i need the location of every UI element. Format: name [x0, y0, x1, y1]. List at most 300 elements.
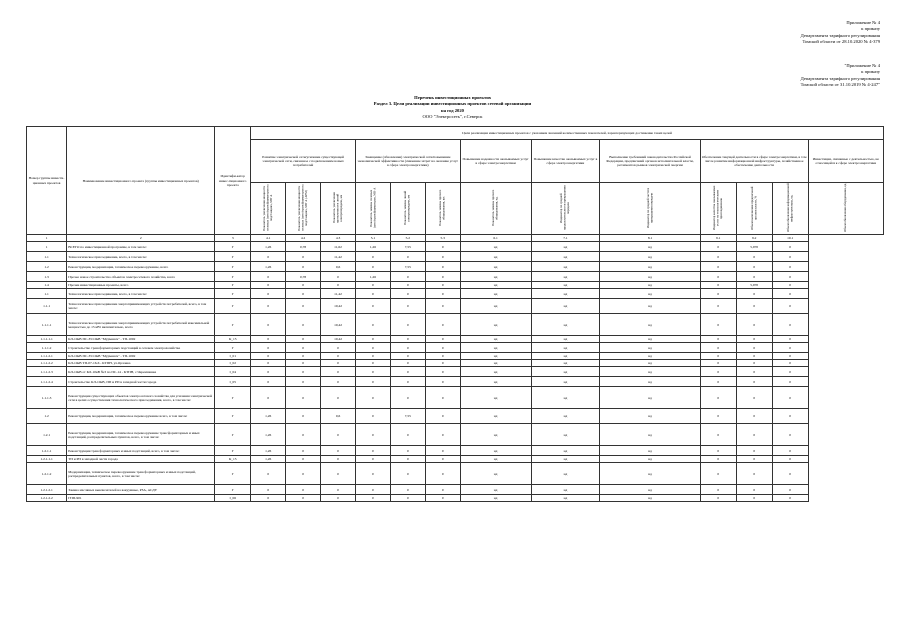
- row-value: 0: [736, 299, 772, 314]
- row-value: нд: [531, 360, 600, 367]
- row-value: 0: [772, 485, 808, 495]
- row-name: ГПП-901: [67, 495, 215, 502]
- header-line: Приложение № 4: [846, 20, 880, 25]
- indicator-label: Показатель увеличения мощности силовых (авто)трансформаторов на подстанциях, МВ·А: [262, 184, 273, 232]
- row-value: 0: [251, 377, 286, 387]
- row-value: 0: [355, 446, 390, 456]
- row-value: нд: [600, 446, 700, 456]
- row-value: 0: [355, 262, 390, 272]
- row-value: 0: [772, 353, 808, 360]
- row-value: 0: [286, 424, 321, 446]
- row-value: 0: [425, 252, 460, 262]
- row-value: 0: [772, 377, 808, 387]
- row-value: 0: [251, 367, 286, 377]
- row-value: 0: [390, 336, 425, 343]
- row-value: нд: [600, 262, 700, 272]
- row-name: КЛ-10кВ ТП-07-16-6 - КТПН, ул.Орловка: [67, 360, 215, 367]
- row-value: нд: [531, 343, 600, 353]
- row-value: 0: [251, 343, 286, 353]
- row-value: нд: [600, 242, 700, 252]
- row-identifier: Г: [215, 463, 251, 485]
- row-value: нд: [531, 289, 600, 299]
- row-value: 0: [772, 424, 808, 446]
- row-value: 0,78: [286, 272, 321, 282]
- row-value: нд: [460, 495, 531, 502]
- row-value: 0: [251, 360, 286, 367]
- indicator-header: [772, 183, 808, 235]
- table-row: [27, 360, 884, 367]
- row-value: 1,26: [251, 424, 286, 446]
- row-name: Строительство КЛ-10кВ, ПП и РП в западной части города: [67, 377, 215, 387]
- row-value: нд: [531, 272, 600, 282]
- row-number: 1.1: [27, 252, 67, 262]
- row-value: 0: [736, 424, 772, 446]
- row-value: нд: [600, 377, 700, 387]
- row-value: 0: [390, 343, 425, 353]
- row-value: нд: [531, 299, 600, 314]
- row-value: 0: [736, 360, 772, 367]
- row-value: 0: [355, 343, 390, 353]
- row-value: нд: [600, 272, 700, 282]
- category-header-operations: Обеспечение текущей деятельности в сфере электроэнергетики, в том числе развитие информационной инфраструктуры, хозяйственное обеспечение деятельности: [700, 140, 808, 183]
- row-identifier: Г: [215, 409, 251, 424]
- row-value: 1,26: [251, 242, 286, 252]
- row-value: нд: [531, 456, 600, 463]
- row-number: 1.1: [27, 289, 67, 299]
- table-row: [27, 424, 884, 446]
- row-number: 1.2.1.2: [27, 463, 67, 485]
- row-value: 0: [700, 409, 736, 424]
- row-name: Технологическое присоединение энергопринимающих устройств потребителей максимальной мощностью до 15 кВт включительно, всего: [67, 314, 215, 336]
- row-value: 1,26: [251, 446, 286, 456]
- table-row: [27, 495, 884, 502]
- row-value: 0: [736, 446, 772, 456]
- row-value: нд: [460, 446, 531, 456]
- row-value: 11,42: [321, 252, 356, 262]
- table-row: [27, 446, 884, 456]
- row-identifier: Г: [215, 289, 251, 299]
- indicator-header: [251, 183, 286, 235]
- row-value: 0: [286, 367, 321, 377]
- row-value: нд: [460, 360, 531, 367]
- row-value: 0: [736, 377, 772, 387]
- row-value: нд: [531, 387, 600, 409]
- row-value: 0: [772, 343, 808, 353]
- row-value: 0: [321, 272, 356, 282]
- row-number: 1.1.1.2.3: [27, 367, 67, 377]
- row-value: нд: [600, 424, 700, 446]
- row-identifier: Г: [215, 343, 251, 353]
- row-value: 0: [355, 424, 390, 446]
- row-identifier: I_06: [215, 495, 251, 502]
- row-value: 0: [251, 463, 286, 485]
- row-value: 0,6: [321, 262, 356, 272]
- category-header-legal: Выполнение требований законодательства Российской Федерации, предписаний органов исполнительной власти, регламентов рынков электрической энергии: [600, 140, 700, 183]
- row-identifier: I_01: [215, 353, 251, 360]
- column-number: 4.1: [251, 235, 286, 242]
- row-value: 7,55: [390, 262, 425, 272]
- row-value: 0: [355, 336, 390, 343]
- row-value: 0: [700, 377, 736, 387]
- indicator-header: [390, 183, 425, 235]
- indicator-label: Показатель замены линий электропередачи, км: [403, 190, 411, 226]
- row-number: 1.2.1.2.1: [27, 485, 67, 495]
- row-number: 1.2.1.2.2: [27, 495, 67, 502]
- row-value: 0: [425, 343, 460, 353]
- row-value: нд: [460, 262, 531, 272]
- row-value: 0: [355, 353, 390, 360]
- row-value: нд: [460, 367, 531, 377]
- row-value: 0: [286, 377, 321, 387]
- indicator-header: [321, 183, 356, 235]
- row-value: 0: [425, 289, 460, 299]
- indicator-label: Показатель замены силовых (авто)трансформаторов, МВ·А: [368, 187, 376, 229]
- column-number: 4.2: [286, 235, 321, 242]
- row-name: Прочее новое строительство объектов электросетевого хозяйства, всего: [67, 272, 215, 282]
- row-number: 1.4: [27, 282, 67, 289]
- row-value: нд: [460, 282, 531, 289]
- column-number: 4.3: [321, 235, 356, 242]
- row-value: 0: [700, 424, 736, 446]
- row-value: нд: [460, 377, 531, 387]
- row-value: 0: [355, 463, 390, 485]
- row-value: 0: [700, 314, 736, 336]
- row-value: 0: [251, 353, 286, 360]
- indicator-header: [460, 183, 531, 235]
- row-identifier: Г: [215, 272, 251, 282]
- row-value: 0: [321, 343, 356, 353]
- table-row: [27, 242, 884, 252]
- row-number: 1.2.1: [27, 424, 67, 446]
- row-value: 0: [736, 336, 772, 343]
- row-name: Технологическое присоединение, всего, в том числе:: [67, 289, 215, 299]
- row-value: 0: [425, 336, 460, 343]
- row-value: 0: [286, 446, 321, 456]
- row-value: 0: [355, 495, 390, 502]
- header-line: "Приложение № 4: [844, 63, 880, 68]
- row-name: Технологическое присоединение энергопринимающих устройств потребителей, всего, в том числе:: [67, 299, 215, 314]
- row-value: 10,42: [321, 336, 356, 343]
- row-value: 10,42: [321, 314, 356, 336]
- row-value: 0: [251, 252, 286, 262]
- row-value: 0: [772, 314, 808, 336]
- row-value: 0: [321, 377, 356, 387]
- row-value: 0: [355, 314, 390, 336]
- row-number: 1.2: [27, 262, 67, 272]
- row-name: Реконструкция существующих объектов электросетевого хозяйства для усиления электрической сети в целях осуществления технологического присоединения, всего, в том числе:: [67, 387, 215, 409]
- row-value: 0: [736, 485, 772, 495]
- indicator-label: Показатель замены прочего оборудования, ед.: [491, 189, 499, 227]
- row-value: 0: [390, 272, 425, 282]
- row-value: 0: [286, 282, 321, 289]
- row-identifier: Г: [215, 282, 251, 289]
- row-value: 0: [772, 282, 808, 289]
- row-value: нд: [460, 456, 531, 463]
- row-number: 1: [27, 242, 67, 252]
- row-value: нд: [460, 353, 531, 360]
- row-name: Прочие инвестиционные проекты, всего: [67, 282, 215, 289]
- column-number: 1: [27, 235, 67, 242]
- indicator-label: Индикатор качества оказываемых услуг по технологическому присоединению: [712, 185, 723, 231]
- row-value: 7,55: [390, 242, 425, 252]
- row-number: 1.3: [27, 272, 67, 282]
- row-value: 0: [425, 262, 460, 272]
- row-value: 1,26: [251, 409, 286, 424]
- category-header-development: Развитие электрической сети/усиление существующей электрической сети, связанное с подключением новых потребителей: [251, 140, 356, 183]
- table-row: [27, 336, 884, 343]
- column-number: 3: [215, 235, 251, 242]
- row-value: 0: [772, 367, 808, 377]
- row-value: 0: [772, 360, 808, 367]
- table-row: [27, 377, 884, 387]
- row-value: 0: [700, 463, 736, 485]
- row-value: 0: [772, 242, 808, 252]
- row-value: 0: [321, 367, 356, 377]
- row-value: 0: [355, 377, 390, 387]
- row-value: 0: [321, 424, 356, 446]
- row-value: 0: [321, 495, 356, 502]
- row-number: 1.1.1.2: [27, 343, 67, 353]
- row-value: 0: [425, 353, 460, 360]
- row-value: 0: [355, 387, 390, 409]
- row-value: 0: [772, 495, 808, 502]
- indicator-header: [355, 183, 390, 235]
- row-value: 0: [425, 360, 460, 367]
- row-identifier: I_02: [215, 360, 251, 367]
- indicator-header: [425, 183, 460, 235]
- row-value: 0: [736, 314, 772, 336]
- indicator-label: Показатель увеличения протяженности линий электропередачи, км: [331, 192, 343, 224]
- row-value: 0: [736, 353, 772, 360]
- table-row: [27, 314, 884, 336]
- row-number: 1.2: [27, 409, 67, 424]
- row-value: 0: [736, 387, 772, 409]
- table-row: [27, 353, 884, 360]
- row-value: нд: [600, 289, 700, 299]
- row-value: 0: [736, 343, 772, 353]
- indicator-label: Объем обновления информационной инфраструктуры, ед.: [785, 183, 794, 233]
- row-value: 0: [700, 456, 736, 463]
- row-value: 0: [425, 314, 460, 336]
- row-value: 0: [251, 314, 286, 336]
- indicator-header: [700, 183, 736, 235]
- row-value: нд: [460, 314, 531, 336]
- row-value: нд: [600, 343, 700, 353]
- row-value: 0: [772, 463, 808, 485]
- row-value: 0: [286, 463, 321, 485]
- row-value: нд: [600, 387, 700, 409]
- row-value: 0: [251, 495, 286, 502]
- document-title: Перечень инвестиционных проектов: [414, 95, 491, 100]
- row-identifier: К_15: [215, 456, 251, 463]
- row-value: 0: [390, 387, 425, 409]
- row-identifier: Г: [215, 252, 251, 262]
- row-value: нд: [531, 336, 600, 343]
- row-name: Технологическое присоединение, всего, в том числе:: [67, 252, 215, 262]
- row-value: 0: [700, 353, 736, 360]
- row-value: нд: [460, 409, 531, 424]
- row-value: 0: [700, 272, 736, 282]
- row-identifier: Г: [215, 387, 251, 409]
- row-value: 0: [286, 343, 321, 353]
- row-value: 0: [286, 252, 321, 262]
- row-value: 0,6: [321, 409, 356, 424]
- row-number: 1.1.1: [27, 299, 67, 314]
- row-name: Реконструкция, модернизация, техническое перевооружение всего, в том числе:: [67, 409, 215, 424]
- row-value: 0: [390, 456, 425, 463]
- row-value: 0: [355, 252, 390, 262]
- row-value: нд: [460, 272, 531, 282]
- row-value: нд: [600, 336, 700, 343]
- row-value: 0: [355, 485, 390, 495]
- column-number: 8.1: [600, 235, 700, 242]
- row-value: 0: [772, 289, 808, 299]
- header-line: к приказу: [861, 26, 880, 32]
- row-value: 0: [736, 456, 772, 463]
- row-value: 0: [425, 272, 460, 282]
- table-row: [27, 252, 884, 262]
- row-value: нд: [531, 409, 600, 424]
- row-value: 0: [736, 367, 772, 377]
- row-name: Реконструкция трансформаторных и иных подстанций, всего, в том числе:: [67, 446, 215, 456]
- row-value: 5,970: [736, 282, 772, 289]
- row-value: нд: [460, 463, 531, 485]
- row-value: нд: [460, 485, 531, 495]
- row-value: нд: [600, 299, 700, 314]
- row-value: 0: [736, 495, 772, 502]
- row-value: 0: [425, 387, 460, 409]
- category-header-replacement: Замещение (обновление) электрической сети/повышение экономической эффективности (снижение затрат на оказание услуг в сфере электроэнергетики): [355, 140, 460, 183]
- column-number: 10.1: [772, 235, 808, 242]
- table-row: [27, 463, 884, 485]
- row-value: 0: [700, 495, 736, 502]
- row-value: 0: [700, 289, 736, 299]
- row-value: 0: [736, 272, 772, 282]
- row-value: нд: [600, 495, 700, 502]
- row-value: 0: [251, 387, 286, 409]
- row-name: Замена масляных выключателей на вакуумные, РЗА, АСДУ: [67, 485, 215, 495]
- row-value: 0: [736, 252, 772, 262]
- row-value: 0: [425, 424, 460, 446]
- row-value: 0: [286, 314, 321, 336]
- row-value: 0: [286, 495, 321, 502]
- row-value: нд: [600, 456, 700, 463]
- row-value: 0: [321, 485, 356, 495]
- column-number: 7.1: [531, 235, 600, 242]
- year-line: на год 2020: [441, 108, 464, 113]
- row-value: 0: [736, 463, 772, 485]
- row-value: 0: [251, 282, 286, 289]
- table-row: [27, 272, 884, 282]
- table-row: [27, 282, 884, 289]
- row-identifier: Г: [215, 314, 251, 336]
- row-number: 1.2.1.1: [27, 446, 67, 456]
- row-value: 0: [251, 336, 286, 343]
- header-line: Департамента тарифного регулирования: [800, 32, 880, 38]
- row-value: 1,26: [355, 242, 390, 252]
- row-value: 0: [425, 377, 460, 387]
- row-value: 0: [736, 262, 772, 272]
- row-value: 0: [355, 409, 390, 424]
- row-value: 0: [700, 485, 736, 495]
- row-value: нд: [531, 446, 600, 456]
- table-row: [27, 367, 884, 377]
- row-value: 0: [286, 456, 321, 463]
- row-value: 0: [286, 353, 321, 360]
- indicator-header: [531, 183, 600, 235]
- indicator-label: Индикатор по средней частоте прекращения передачи: [645, 187, 654, 229]
- row-value: нд: [531, 242, 600, 252]
- row-name: ТП и РП в западной части города: [67, 456, 215, 463]
- table-row: [27, 262, 884, 272]
- row-value: 7,55: [390, 409, 425, 424]
- row-number: 1.1.1.3: [27, 387, 67, 409]
- row-value: 0: [425, 409, 460, 424]
- row-name: Реконструкция, модернизация, техническое перевооружение трансформаторных и иных подстанций, распределительных пунктов, всего, в том числе:: [67, 424, 215, 446]
- row-value: 0: [700, 446, 736, 456]
- header-line: Департамента тарифного регулирования: [800, 75, 880, 81]
- row-value: 0: [390, 314, 425, 336]
- col-header-number: Номер группы инвести-ционных проектов: [27, 127, 67, 235]
- row-value: нд: [460, 289, 531, 299]
- row-value: 0: [425, 299, 460, 314]
- row-value: 0: [355, 289, 390, 299]
- row-value: 0: [425, 367, 460, 377]
- row-number: 1.1.1.2.4: [27, 377, 67, 387]
- row-value: 0: [286, 336, 321, 343]
- table-row: [27, 387, 884, 409]
- row-value: 0: [390, 377, 425, 387]
- row-value: 0: [321, 446, 356, 456]
- row-value: 0: [390, 446, 425, 456]
- row-value: нд: [531, 262, 600, 272]
- row-value: 0: [286, 485, 321, 495]
- row-value: 0: [390, 282, 425, 289]
- row-value: 0: [286, 262, 321, 272]
- column-number: 5.3: [425, 235, 460, 242]
- row-value: 0: [390, 367, 425, 377]
- row-value: 0: [772, 387, 808, 409]
- indicator-header: [600, 183, 700, 235]
- row-value: нд: [600, 252, 700, 262]
- row-value: 0: [700, 387, 736, 409]
- row-value: нд: [531, 485, 600, 495]
- row-value: 0: [286, 289, 321, 299]
- row-value: 0: [286, 360, 321, 367]
- row-value: 0: [736, 289, 772, 299]
- row-value: нд: [600, 367, 700, 377]
- row-value: нд: [531, 367, 600, 377]
- row-value: 0: [390, 299, 425, 314]
- header-appendix-current: [801, 20, 880, 46]
- organization-line: ООО "Электросеть", г.Северск: [422, 114, 483, 119]
- column-number: 2: [67, 235, 215, 242]
- table-row: [27, 343, 884, 353]
- row-value: 0: [425, 495, 460, 502]
- row-identifier: Г: [215, 299, 251, 314]
- category-header-reliability: Повышение надежности оказываемых услуг в сфере электроэнергетики: [460, 140, 531, 183]
- row-value: 0: [425, 463, 460, 485]
- row-value: 0: [286, 299, 321, 314]
- indicator-header: [808, 183, 883, 235]
- row-value: 0: [321, 353, 356, 360]
- row-value: нд: [600, 409, 700, 424]
- row-value: нд: [460, 343, 531, 353]
- row-value: 0: [390, 463, 425, 485]
- row-value: 0: [772, 446, 808, 456]
- row-value: нд: [460, 242, 531, 252]
- row-value: нд: [460, 387, 531, 409]
